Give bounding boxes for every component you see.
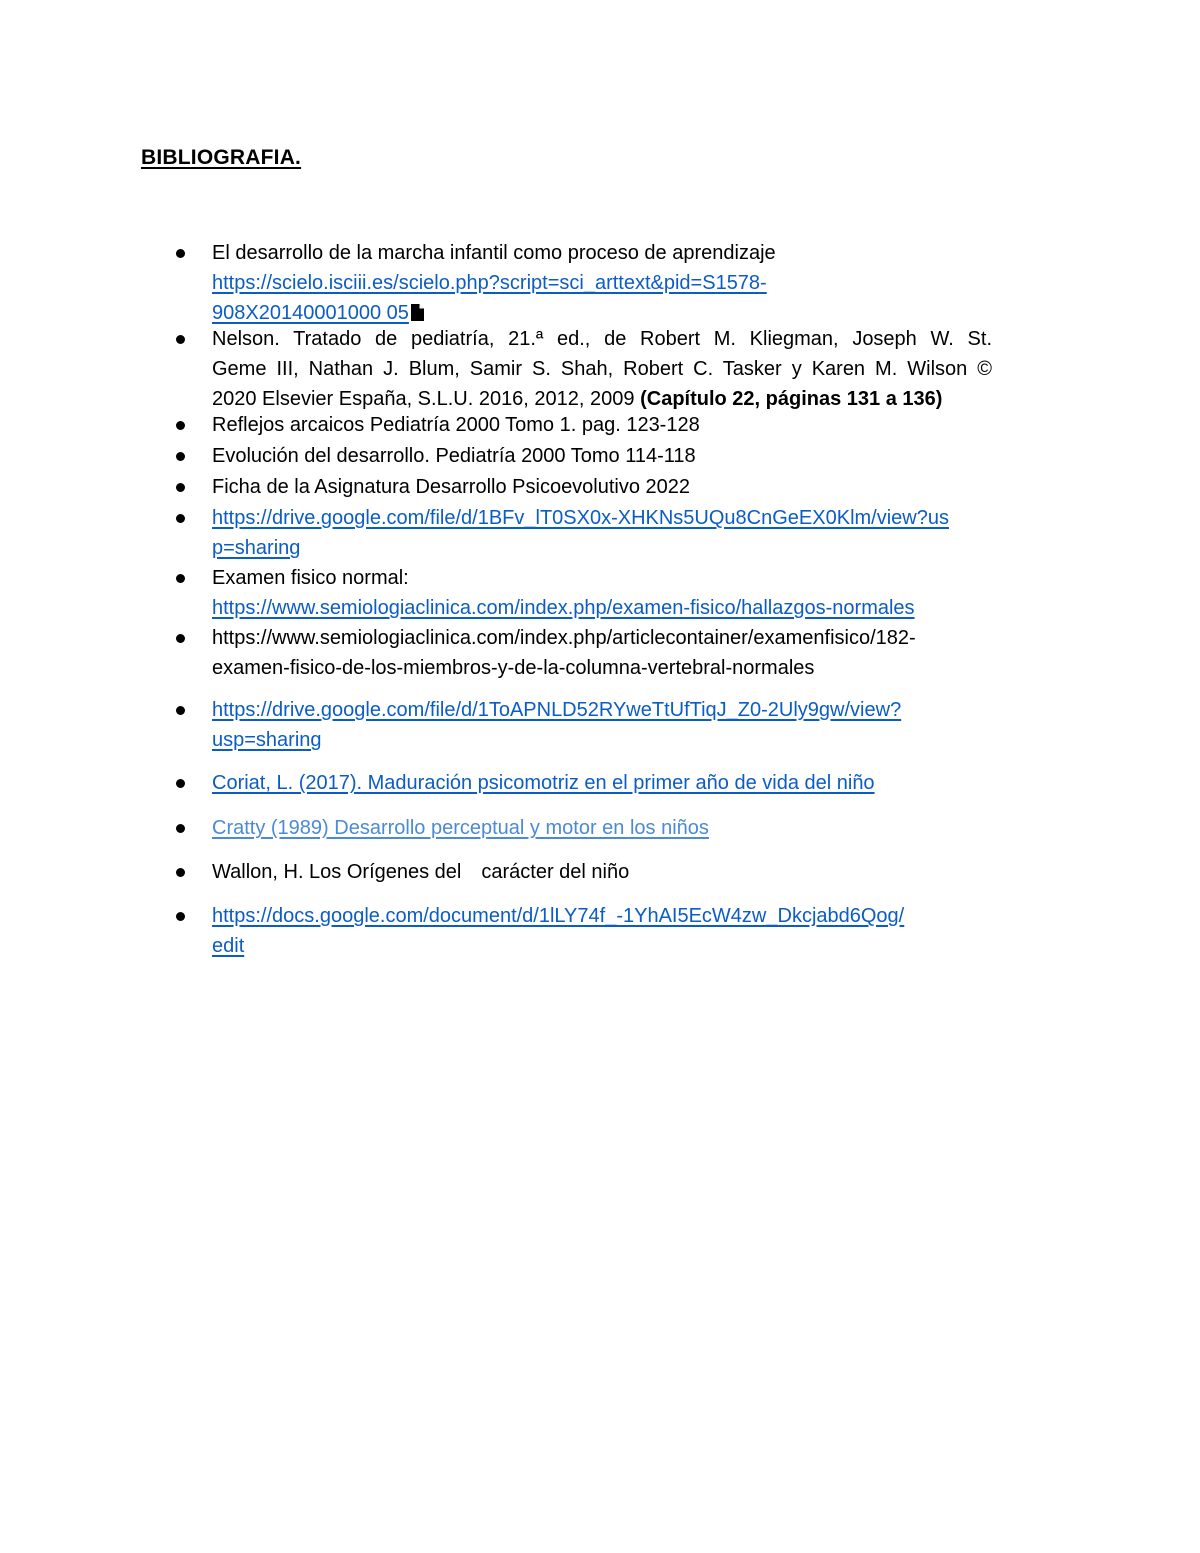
page-title: BIBLIOGRAFIA. <box>141 146 302 169</box>
drive-link[interactable]: https://drive.google.com/file/d/1ToAPNLD52RYweTtUfTiqJ_Z0-2Uly9gw/view? <box>212 699 902 721</box>
list-item-drive-link-2 <box>212 695 1012 755</box>
entry-url-text: examen-fisico-de-los-miembros-y-de-la-columna-vertebral-normales <box>212 657 815 679</box>
list-item-nelson <box>212 324 992 414</box>
list-item-marcha-infantil <box>212 238 1012 330</box>
entry-line: Geme III, Nathan J. Blum, Samir S. Shah, Robert C. Tasker y Karen M. Wilson © <box>212 358 992 380</box>
list-item-wallon <box>212 857 1012 887</box>
bullet-icon <box>176 634 185 643</box>
entry-text: Evolución del desarrollo. Pediatría 2000 Tomo 114-118 <box>212 445 696 467</box>
docs-link[interactable]: https://docs.google.com/document/d/1lLY74f_-1YhAI5EcW4zw_Dkcjabd6Qog/ <box>212 905 905 927</box>
list-item-drive-link-1 <box>212 503 1012 563</box>
scielo-link-continued[interactable]: 908X20140001000 05 <box>212 302 409 324</box>
entry-text: Ficha de la Asignatura Desarrollo Psicoevolutivo 2022 <box>212 476 691 498</box>
entry-url-text: https://www.semiologiaclinica.com/index.php/articlecontainer/examenfisico/182- <box>212 627 916 649</box>
bullet-icon <box>176 912 185 921</box>
list-item-cratty <box>212 813 1012 843</box>
bullet-icon <box>176 452 185 461</box>
drive-link-continued[interactable]: usp=sharing <box>212 729 322 751</box>
bullet-icon <box>176 868 185 877</box>
bullet-icon <box>176 335 185 344</box>
list-item-semiologia-url <box>212 623 1012 683</box>
entry-text: carácter del niño <box>481 861 630 883</box>
list-item-reflejos <box>212 410 1012 440</box>
drive-link[interactable]: https://drive.google.com/file/d/1BFv_lT0SX0x-XHKNs5UQu8CnGeEX0Klm/view?us <box>212 507 949 529</box>
bullet-icon <box>176 706 185 715</box>
entry-line: Nelson. Tratado de pediatría, 21.ª ed., de Robert M. Kliegman, Joseph W. St. <box>212 328 992 350</box>
bullet-icon <box>176 824 185 833</box>
semiologia-link[interactable]: https://www.semiologiaclinica.com/index.php/examen-fisico/hallazgos-normales <box>212 597 915 619</box>
docs-link-continued[interactable]: edit <box>212 935 245 957</box>
entry-text: Wallon, H. Los Orígenes del <box>212 861 462 883</box>
bullet-icon <box>176 249 185 258</box>
drive-link-continued[interactable]: p=sharing <box>212 537 301 559</box>
bullet-icon <box>176 514 185 523</box>
list-item-coriat <box>212 768 1012 798</box>
bullet-icon <box>176 421 185 430</box>
entry-line: 2020 Elsevier España, S.L.U. 2016, 2012, 2009 <box>212 388 635 410</box>
list-item-evolucion <box>212 441 1012 471</box>
list-item-examen-fisico <box>212 563 1012 623</box>
entry-text: Reflejos arcaicos Pediatría 2000 Tomo 1. pag. 123-128 <box>212 414 700 436</box>
cratty-link[interactable]: Cratty (1989) Desarrollo perceptual y motor en los niños <box>212 817 709 839</box>
chapter-reference: (Capítulo 22, páginas 131 a 136) <box>640 388 943 410</box>
bullet-icon <box>176 574 185 583</box>
list-item-docs-link <box>212 901 1012 961</box>
bullet-icon <box>176 779 185 788</box>
list-item-ficha <box>212 472 1012 502</box>
scielo-link[interactable]: https://scielo.isciii.es/scielo.php?script=sci_arttext&pid=S1578- <box>212 272 767 294</box>
entry-label: Examen fisico normal: <box>212 567 409 589</box>
bullet-icon <box>176 483 185 492</box>
entry-title: El desarrollo de la marcha infantil como proceso de aprendizaje <box>212 242 776 264</box>
coriat-link[interactable]: Coriat, L. (2017). Maduración psicomotriz en el primer año de vida del niño <box>212 772 875 794</box>
